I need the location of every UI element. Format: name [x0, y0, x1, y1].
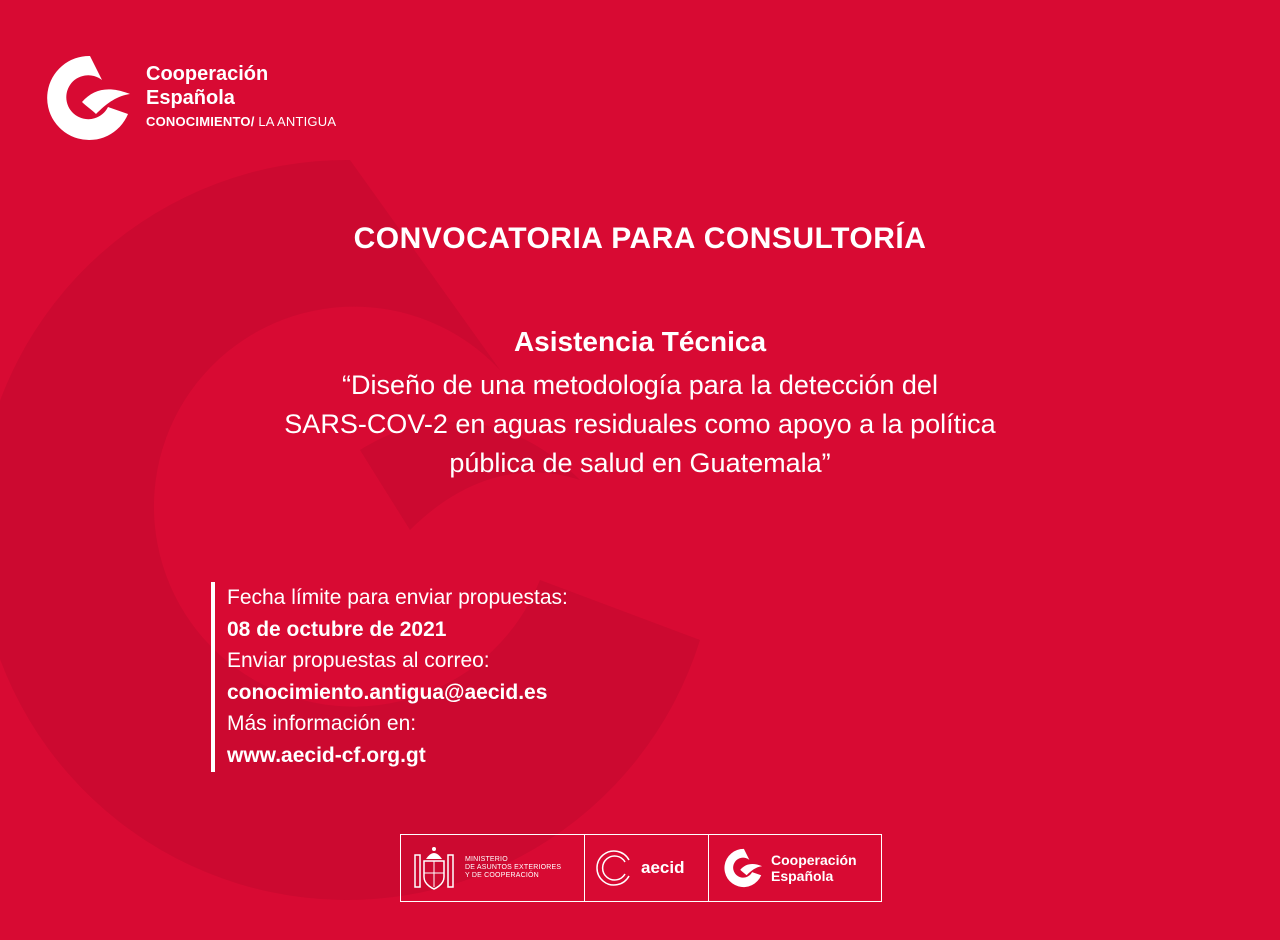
- coat-of-arms-icon: [411, 843, 457, 893]
- description-line3: pública de salud en Guatemala”: [449, 448, 831, 478]
- cooperacion-espanola-logo: [44, 52, 336, 144]
- ministry-logo: [401, 835, 585, 901]
- aecid-c-icon: [595, 848, 635, 888]
- aecid-text: aecid: [641, 858, 685, 877]
- cooperacion-footer-icon: [723, 847, 763, 889]
- cooperacion-footer-logo: [709, 835, 881, 901]
- description-line2: SARS-COV-2 en aguas residuales como apoyo a la política: [284, 409, 996, 439]
- email-label: Enviar propuestas al correo:: [227, 649, 490, 673]
- ministry-line3: Y DE COOPERACIÓN: [465, 872, 539, 879]
- brand-name-line1: Cooperación: [146, 63, 269, 85]
- footer-coop-line2: Española: [771, 868, 834, 884]
- footer-coop-line1: Cooperación: [771, 852, 857, 868]
- brand-name-line2: Española: [146, 87, 235, 109]
- aecid-logo: [585, 835, 709, 901]
- brand-subtitle-bold: CONOCIMIENTO/: [146, 114, 255, 129]
- deadline-label: Fecha límite para enviar propuestas:: [227, 586, 568, 609]
- ministry-line1: MINISTERIO: [465, 856, 508, 863]
- consultancy-description: [200, 366, 1080, 483]
- cooperacion-logo-icon: [44, 52, 132, 144]
- brand-subtitle-regular: LA ANTIGUA: [254, 114, 337, 129]
- more-info-label: Más información en:: [227, 712, 417, 736]
- brand-subtitle: [146, 114, 336, 129]
- footer-logos: [400, 834, 882, 902]
- deadline-value: 08 de octubre de 2021: [227, 617, 447, 641]
- ministry-line2: DE ASUNTOS EXTERIORES: [465, 864, 562, 871]
- email-link[interactable]: conocimiento.antigua@aecid.es: [227, 680, 548, 704]
- description-line1: “Diseño de una metodología para la detección del: [342, 370, 938, 400]
- page-title: CONVOCATORIA PARA CONSULTORÍA: [353, 222, 927, 255]
- website-link[interactable]: www.aecid-cf.org.gt: [227, 743, 426, 767]
- info-block: [211, 582, 568, 772]
- subtitle: Asistencia Técnica: [513, 326, 767, 357]
